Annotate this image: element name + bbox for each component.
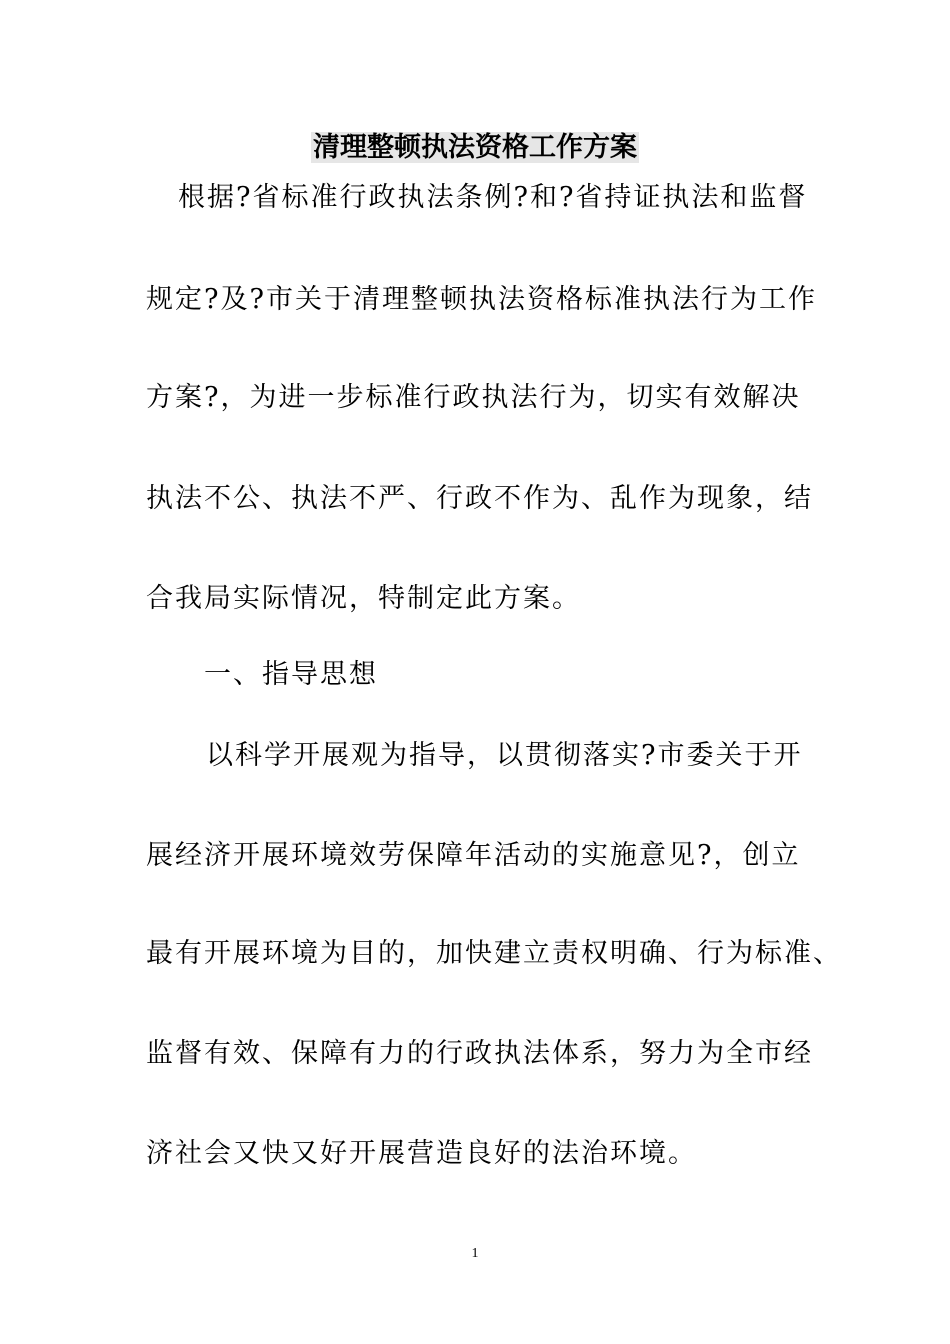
body-line-4: 执法不公、执法不严、行政不作为、乱作为现象，结 xyxy=(146,483,813,514)
section-heading-guiding-ideology: 一、指导思想 xyxy=(204,659,378,690)
body-line-9: 监督有效、保障有力的行政执法体系，努力为全市经 xyxy=(146,1038,813,1069)
document-title-text: 清理整顿执法资格工作方案 xyxy=(313,132,637,163)
body-line-3: 方案?，为进一步标准行政执法行为，切实有效解决 xyxy=(146,382,801,413)
body-line-7: 展经济开展环境效劳保障年活动的实施意见?，创立 xyxy=(146,840,801,871)
body-line-10: 济社会又快又好开展营造良好的法治环境。 xyxy=(146,1138,697,1169)
body-line-5: 合我局实际情况，特制定此方案。 xyxy=(146,583,581,614)
body-line-2: 规定?及?市关于清理整顿执法资格标准执法行为工作 xyxy=(146,284,817,315)
page-number: 1 xyxy=(471,1246,479,1261)
body-line-1: 根据?省标准行政执法条例?和?省持证执法和监督 xyxy=(178,182,808,213)
body-line-8: 最有开展环境为目的，加快建立责权明确、行为标准、 xyxy=(146,938,842,969)
document-title xyxy=(0,128,950,168)
body-line-6: 以科学开展观为指导，以贯彻落实?市委关于开 xyxy=(206,740,803,771)
